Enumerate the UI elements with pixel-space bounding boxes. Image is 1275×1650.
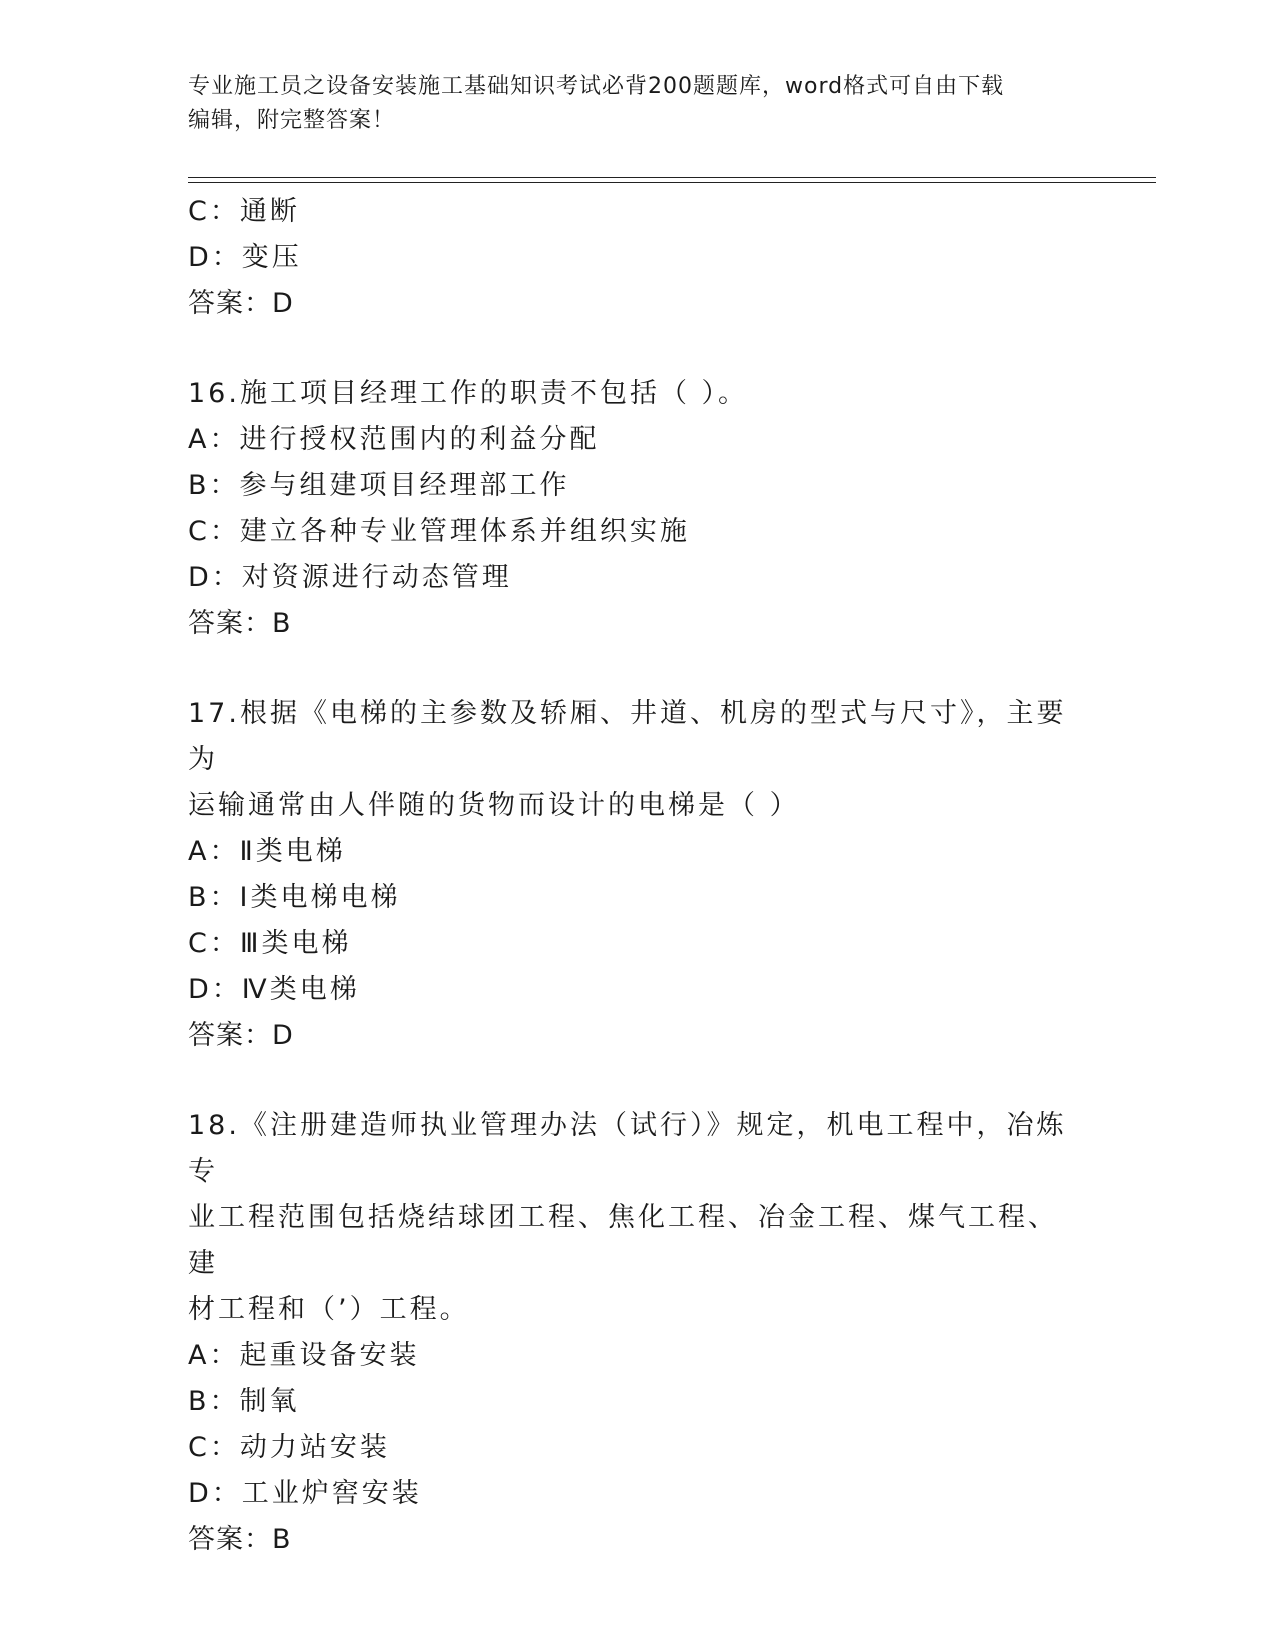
question-17 <box>188 691 1078 1059</box>
header-divider-top <box>188 177 1156 178</box>
option-d: D：工业炉窖安装 <box>188 1478 422 1509</box>
answer-line: 答案：D <box>188 1020 294 1051</box>
question-stem-line-2: 业工程范围包括烧结球团工程、焦化工程、冶金工程、煤气工程、建 <box>188 1202 1058 1279</box>
option-b: B：制氧 <box>188 1386 300 1417</box>
option-a: A：起重设备安装 <box>188 1340 420 1371</box>
option-c: C：通断 <box>188 196 300 227</box>
header-line-1: 专业施工员之设备安装施工基础知识考试必背200题题库，word格式可自由下载 <box>188 74 1005 99</box>
option-a: A：Ⅱ类电梯 <box>188 836 346 867</box>
option-c: C：动力站安装 <box>188 1432 390 1463</box>
question-stem-line-3: 材工程和（’）工程。 <box>188 1294 470 1325</box>
option-d: D：对资源进行动态管理 <box>188 562 512 593</box>
option-d: D：Ⅳ类电梯 <box>188 974 360 1005</box>
option-b: B：Ⅰ类电梯电梯 <box>188 882 401 913</box>
option-b: B：参与组建项目经理部工作 <box>188 470 570 501</box>
option-c: C：Ⅲ类电梯 <box>188 928 352 959</box>
answer-line: 答案：D <box>188 288 294 319</box>
option-a: A：进行授权范围内的利益分配 <box>188 424 600 455</box>
question-prev-tail <box>188 189 1078 327</box>
header-line-2: 编辑，附完整答案！ <box>188 108 396 133</box>
question-16 <box>188 371 1078 647</box>
question-stem: 16.施工项目经理工作的职责不包括（ ）。 <box>188 378 749 409</box>
answer-line: 答案：B <box>188 608 292 639</box>
question-list <box>188 189 1078 1563</box>
header-divider-bottom <box>188 182 1156 183</box>
option-d: D：变压 <box>188 242 302 273</box>
document-header <box>188 70 1088 138</box>
question-18 <box>188 1103 1078 1563</box>
answer-line: 答案：B <box>188 1524 292 1555</box>
question-stem-line-1: 18.《注册建造师执业管理办法（试行）》规定，机电工程中，冶炼专 <box>188 1110 1067 1187</box>
question-stem-line-2: 运输通常由人伴随的货物而设计的电梯是（ ） <box>188 790 800 821</box>
question-stem-line-1: 17.根据《电梯的主参数及轿厢、井道、机房的型式与尺寸》，主要为 <box>188 698 1067 775</box>
option-c: C：建立各种专业管理体系并组织实施 <box>188 516 690 547</box>
